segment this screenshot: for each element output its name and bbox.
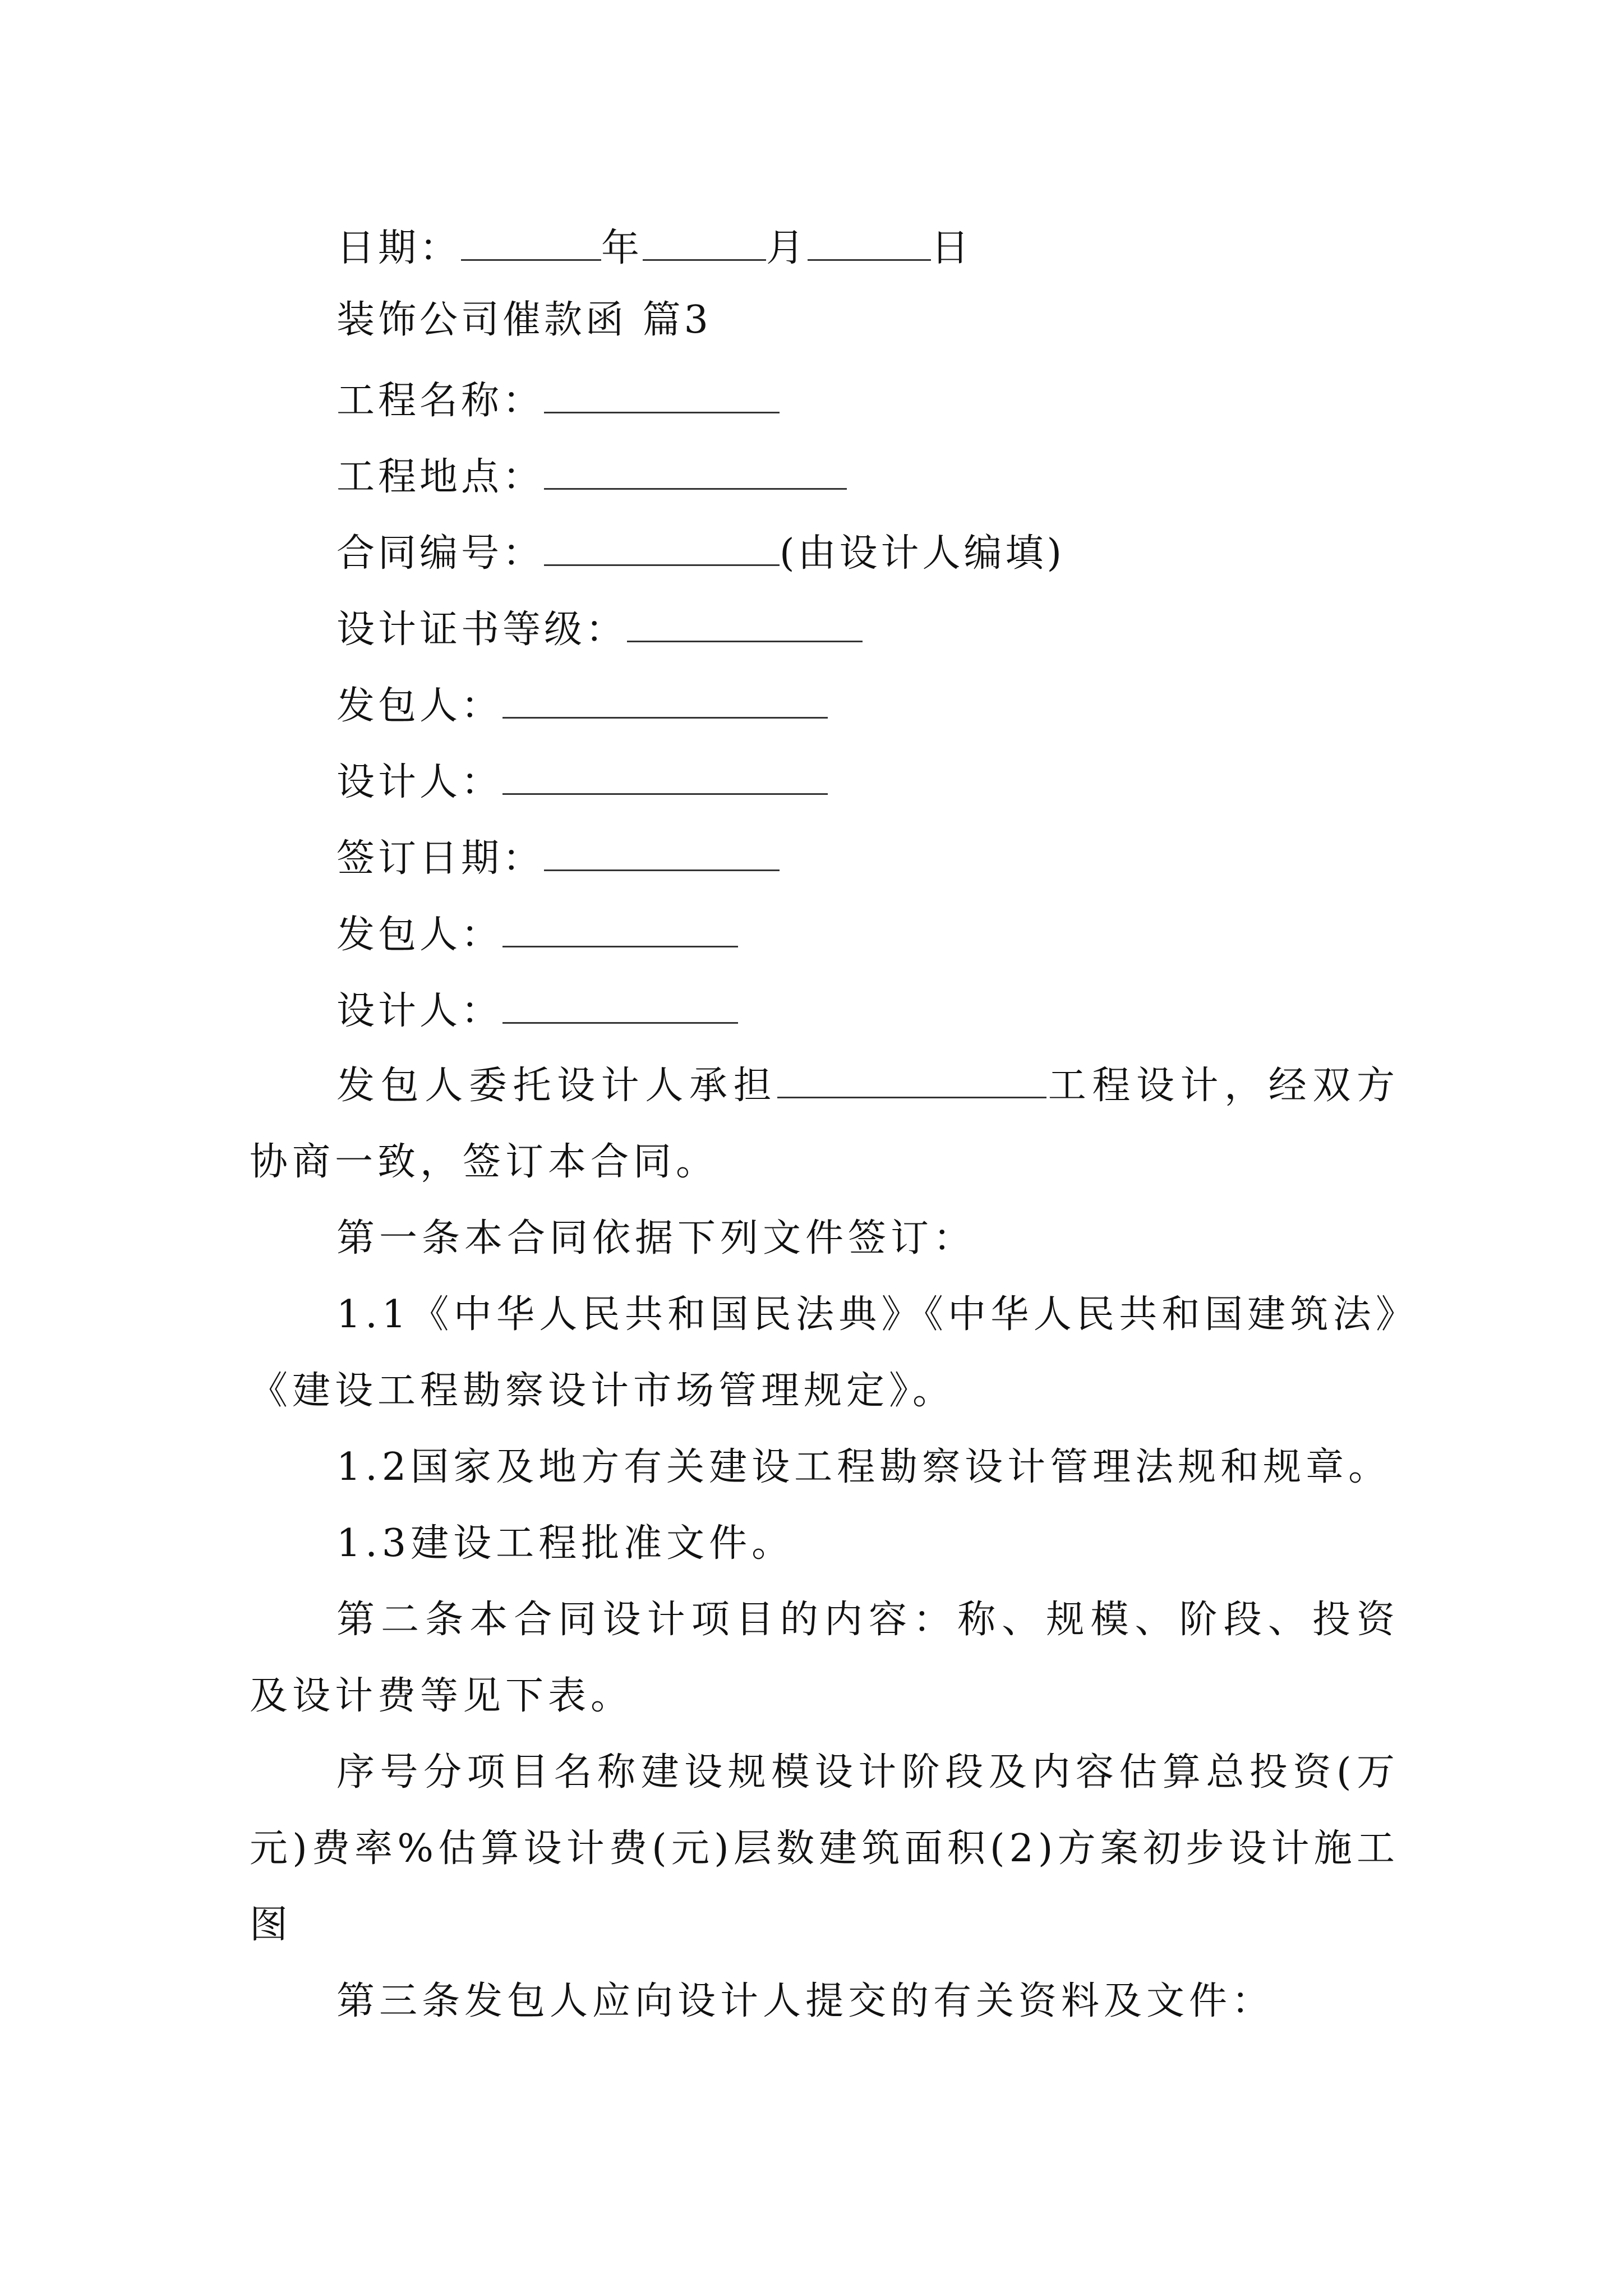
designer-line-2 <box>336 982 738 1037</box>
sign-date-blank <box>544 829 780 871</box>
paragraph-1-1: 1.1《中华人民共和国民法典》《中华人民共和国建筑法》《建设工程勘察设计市场管理规定》。 <box>250 1292 1399 1413</box>
sign-date-line <box>336 829 780 884</box>
cert-level-line <box>336 600 863 655</box>
employer-blank-1 <box>502 677 828 719</box>
project-name-blank <box>544 371 780 413</box>
paragraph-1-2: 1.2国家及地方有关建设工程勘察设计管理法规和规章。 <box>336 1445 1391 1489</box>
paragraph-1-3: 1.3建设工程批准文件。 <box>336 1521 795 1566</box>
contract-no-label: 合同编号： <box>336 531 545 576</box>
project-location-blank <box>544 448 847 490</box>
paragraph-article-3: 第三条发包人应向设计人提交的有关资料及文件： <box>336 1979 1275 2023</box>
employer-line-1 <box>336 677 828 731</box>
employer-blank-2 <box>502 905 738 947</box>
designer-line-1 <box>336 753 828 808</box>
paragraph-entrust <box>250 1048 1399 1200</box>
cert-level-blank <box>627 600 863 642</box>
designer-blank-2 <box>502 982 738 1024</box>
employer-label-1: 发包人： <box>336 684 503 728</box>
entrust-text-b: 工程设计，经双方协商一致，签订本合同。 <box>250 1064 1399 1184</box>
employer-label-2: 发包人： <box>336 913 503 957</box>
project-name-line <box>336 371 780 426</box>
contract-no-note: (由设计人编填) <box>780 531 1066 576</box>
entrust-project-blank <box>777 1056 1046 1098</box>
section-heading: 装饰公司催款函 篇3 <box>336 298 712 342</box>
designer-blank-1 <box>502 753 828 795</box>
day-label: 日 <box>931 226 973 270</box>
entrust-text-a: 发包人委托设计人承担 <box>336 1064 778 1108</box>
date-label: 日期： <box>336 226 462 270</box>
project-location-line <box>336 448 847 503</box>
year-label: 年 <box>601 226 643 270</box>
project-location-label: 工程地点： <box>336 455 545 499</box>
month-blank <box>643 219 766 261</box>
employer-line-2 <box>336 905 738 960</box>
day-blank <box>808 219 931 261</box>
contract-no-line <box>336 524 1065 579</box>
cert-level-label: 设计证书等级： <box>336 608 628 652</box>
paragraph-article-1: 第一条本合同依据下列文件签订： <box>336 1216 976 1260</box>
contract-no-blank <box>544 524 780 566</box>
designer-label-1: 设计人： <box>336 760 503 804</box>
year-blank <box>461 219 601 261</box>
paragraph-table-headers: 序号分项目名称建设规模设计阶段及内容估算总投资(万元)费率%估算设计费(元)层数建筑面积(2)方案初步设计施工图 <box>250 1750 1399 1947</box>
sign-date-label: 签订日期： <box>336 836 545 881</box>
paragraph-article-2: 第二条本合同设计项目的内容：称、规模、阶段、投资及设计费等见下表。 <box>250 1598 1399 1718</box>
date-line <box>336 219 972 274</box>
designer-label-2: 设计人： <box>336 989 503 1033</box>
project-name-label: 工程名称： <box>336 379 545 423</box>
month-label: 月 <box>766 226 808 270</box>
